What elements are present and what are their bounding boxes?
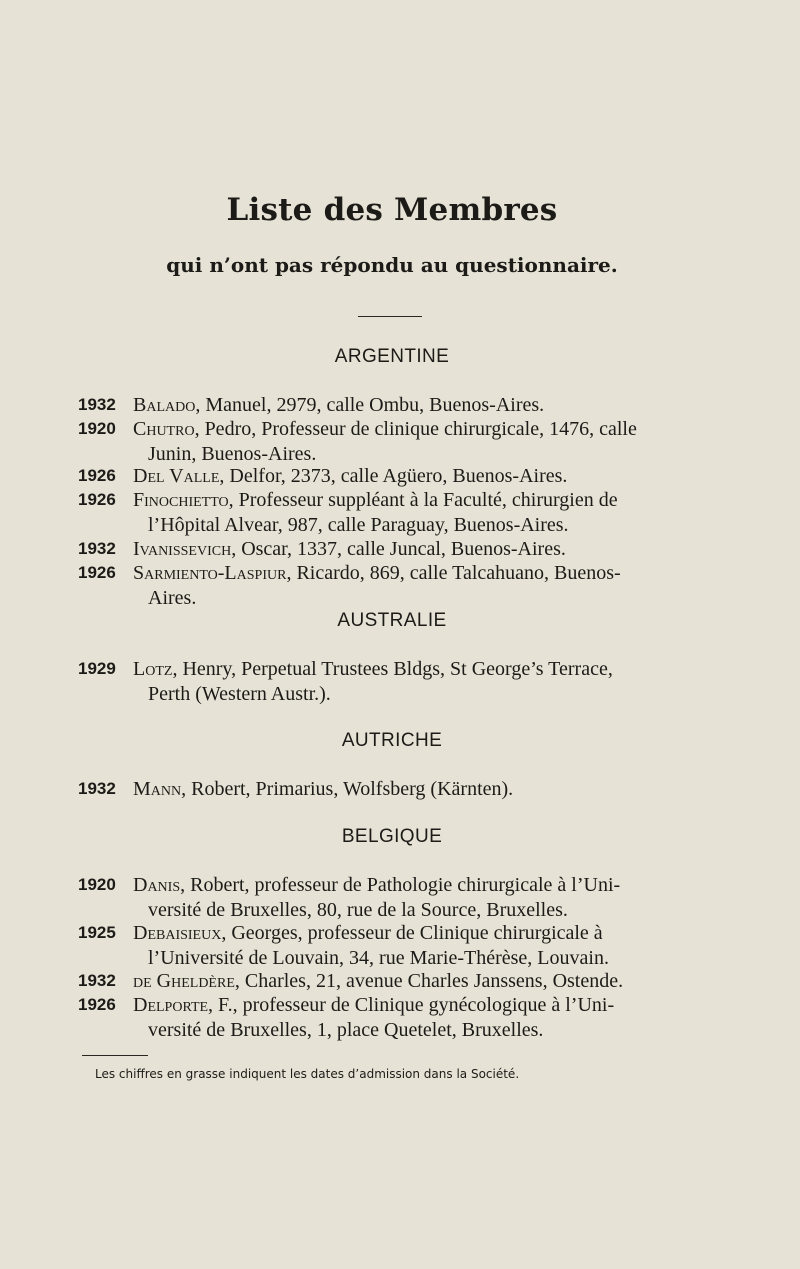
member-name: Chutro (133, 418, 195, 440)
admission-year: 1926 (78, 563, 116, 582)
page-title: Liste des Membres (226, 192, 558, 228)
member-entry (78, 393, 708, 418)
member-name: Danis (133, 874, 181, 896)
member-details: , Delfor, 2373, calle Agüero, Buenos-Aires. (219, 465, 568, 487)
admission-year: 1932 (78, 539, 116, 558)
admission-year: 1932 (78, 971, 116, 990)
member-details-continued: Junin, Buenos-Aires. (148, 442, 317, 465)
member-entry (78, 417, 708, 466)
member-entry (78, 488, 708, 537)
member-details: , Charles, 21, avenue Charles Janssens, Ostende. (234, 970, 624, 992)
member-details-continued: Aires. (148, 586, 197, 609)
admission-year: 1925 (78, 923, 116, 942)
footnote: Les chiffres en grasse indiquent les dates d’admission dans la Société. (95, 1067, 520, 1081)
member-name: Lotz (133, 658, 173, 680)
member-name: de Gheldère (133, 970, 235, 992)
member-entry (78, 777, 708, 802)
admission-year: 1920 (78, 419, 116, 438)
member-details: , Georges, professeur de Clinique chirurgicale à (221, 922, 603, 944)
title-divider (358, 316, 422, 317)
country-heading: AUSTRALIE (337, 610, 447, 631)
member-details: , Henry, Perpetual Trustees Bldgs, St George’s Terrace, (172, 658, 613, 680)
admission-year: 1920 (78, 875, 116, 894)
member-entry (78, 993, 708, 1042)
member-details: , Oscar, 1337, calle Juncal, Buenos-Aires. (231, 538, 566, 560)
member-details-continued: l’Université de Louvain, 34, rue Marie-Thérèse, Louvain. (148, 946, 609, 969)
member-name: Del Valle (133, 465, 220, 487)
admission-year: 1926 (78, 995, 116, 1014)
admission-year: 1932 (78, 395, 116, 414)
admission-year: 1932 (78, 779, 116, 798)
member-entry (78, 464, 708, 489)
country-heading: ARGENTINE (334, 346, 450, 367)
country-heading: BELGIQUE (341, 826, 443, 847)
member-entry (78, 657, 708, 706)
member-name: Debaisieux (133, 922, 222, 944)
admission-year: 1926 (78, 490, 116, 509)
member-details-continued: l’Hôpital Alvear, 987, calle Paraguay, Buenos-Aires. (148, 513, 569, 536)
admission-year: 1926 (78, 466, 116, 485)
member-entry (78, 873, 708, 922)
page-subtitle: qui n’ont pas répondu au questionnaire. (166, 253, 618, 277)
member-entry (78, 921, 708, 970)
member-details: , Robert, professeur de Pathologie chirurgicale à l’Uni- (180, 874, 621, 896)
member-name: Delporte (133, 994, 209, 1016)
member-details-continued: versité de Bruxelles, 80, rue de la Source, Bruxelles. (148, 898, 568, 921)
member-details: , Ricardo, 869, calle Talcahuano, Buenos- (286, 562, 621, 584)
member-details: , Robert, Primarius, Wolfsberg (Kärnten). (181, 778, 514, 800)
member-entry (78, 969, 708, 994)
country-heading: AUTRICHE (341, 730, 443, 751)
member-details: , F., professeur de Clinique gynécologique à l’Uni- (208, 994, 615, 1016)
member-name: Balado (133, 394, 196, 416)
member-details-continued: Perth (Western Austr.). (148, 682, 331, 705)
member-entry (78, 537, 708, 562)
admission-year: 1929 (78, 659, 116, 678)
member-name: Sarmiento-Laspiur (133, 562, 287, 584)
member-entry (78, 561, 708, 610)
member-details: , Professeur suppléant à la Faculté, chirurgien de (228, 489, 618, 511)
member-details-continued: versité de Bruxelles, 1, place Quetelet, Bruxelles. (148, 1018, 544, 1041)
member-name: Ivanissevich (133, 538, 232, 560)
member-details: , Pedro, Professeur de clinique chirurgicale, 1476, calle (194, 418, 637, 440)
member-name: Mann (133, 778, 182, 800)
member-name: Finochietto (133, 489, 229, 511)
footnote-divider (82, 1055, 148, 1056)
member-details: , Manuel, 2979, calle Ombu, Buenos-Aires. (195, 394, 545, 416)
